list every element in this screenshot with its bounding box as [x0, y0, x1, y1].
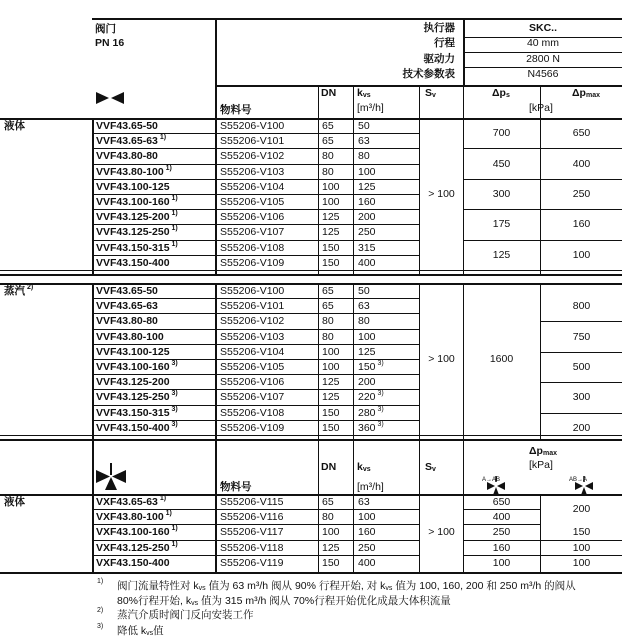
grid-line [353, 283, 354, 439]
kvs-value: 160 [358, 196, 376, 208]
header-dn: DN [321, 87, 337, 99]
model-number: VVF43.100-125 [96, 346, 170, 358]
actuator-label: 技术参数表 [402, 67, 455, 80]
part-number: S55206-V104 [220, 346, 285, 358]
grid-line [318, 494, 319, 572]
actuator-value: 2800 N [526, 52, 560, 65]
kvs-value: 63 [358, 496, 370, 508]
valve-title: 阀门 [95, 23, 116, 35]
model-number: VVF43.125-200 $^{1)}$ [96, 210, 178, 223]
actuator-label: 驱动力 [423, 52, 455, 65]
grid-line [463, 439, 464, 494]
grid-line [318, 439, 319, 494]
footnote-1-line-1: 阀门流量特性对 kvs 值为 63 m³/h 阀从 90% 行程开始, 对 kvs 值为 100, 160, 200 和 250 m³/h 的阀从 [117, 580, 576, 592]
part-number: S55206-V101 [220, 135, 285, 147]
grid-line [463, 148, 622, 149]
part-number: S55206-V115 [220, 496, 284, 508]
grid-line [215, 18, 217, 118]
kvs-value: 200 [358, 376, 376, 388]
dn-value: 65 [322, 300, 334, 312]
footnote-2-text: 蒸汽介质时阀门反向安装工作 [117, 609, 254, 621]
part-number: S55206-V108 [220, 242, 285, 254]
dn-value: 125 [322, 211, 340, 223]
header-dps: Δps [492, 87, 510, 99]
part-number: S55206-V102 [220, 150, 285, 162]
dpmax-value: 650 [572, 127, 591, 139]
part-number: S55206-V109 [220, 422, 285, 434]
kvs-value: 400 [358, 557, 376, 569]
dn-value: 65 [322, 496, 334, 508]
header-sv: Sv [425, 87, 436, 99]
dn-value: 125 [322, 391, 340, 403]
kvs-value: 100 [358, 331, 376, 343]
dn-value: 100 [322, 196, 340, 208]
part-number: S55206-V100 [220, 285, 285, 297]
dpmax-value: 500 [572, 361, 591, 373]
dpmax-value: 160 [572, 218, 591, 230]
medium-label: 液体 [4, 120, 25, 132]
grid-line [0, 270, 622, 271]
grid-line [540, 382, 622, 383]
two-way-valve-icon [96, 92, 126, 106]
sv-value: > 100 [428, 526, 455, 539]
actuator-value: SKC.. [528, 22, 557, 34]
dpmax-value: 200 [572, 422, 591, 434]
grid-line [215, 118, 217, 274]
kvs-value: 80 [358, 150, 370, 162]
dpmax-ab-a-value: 100 [572, 542, 591, 554]
grid-line [92, 18, 622, 20]
grid-line [215, 439, 217, 494]
dps-value: 300 [492, 188, 511, 200]
dpmax-a-ab-value: 650 [492, 496, 511, 508]
grid-line [0, 274, 622, 276]
actuator-value: N4566 [527, 67, 559, 80]
header-dpmax: Δpmax [572, 87, 600, 99]
actuator-value: 40 mm [526, 37, 560, 50]
grid-line [0, 572, 622, 574]
flow-ab-a-label: AB→A [569, 477, 588, 483]
dn-value: 150 [322, 242, 340, 254]
part-number: S55206-V103 [220, 166, 285, 178]
model-number: VXF43.150-400 [96, 557, 170, 569]
dn-value: 150 [322, 422, 340, 434]
dn-value: 65 [322, 135, 334, 147]
model-number: VVF43.125-250 $^{3)}$ [96, 390, 178, 403]
dn-value: 100 [322, 181, 340, 193]
dps-value: 1600 [489, 353, 514, 365]
grid-line [463, 209, 622, 210]
kvs-value: 220 $^{3)}$ [358, 390, 384, 403]
part-number: S55206-V105 [220, 361, 285, 373]
part-number: S55206-V104 [220, 181, 285, 193]
header-kvs-2: kvs [357, 461, 371, 473]
header-kpa: [kPa] [529, 102, 553, 114]
part-number: S55206-V100 [220, 120, 285, 132]
part-number: S55206-V117 [220, 526, 284, 538]
kvs-value: 400 [358, 257, 376, 269]
kvs-value: 80 [358, 315, 370, 327]
model-number: VXF43.65-63 $^{1)}$ [96, 495, 167, 508]
model-number: VVF43.65-50 [96, 120, 158, 132]
kvs-value: 50 [358, 120, 370, 132]
model-number: VVF43.80-100 [96, 331, 164, 343]
dpmax-ab-a-value: 100 [572, 557, 591, 569]
grid-line [318, 118, 319, 274]
grid-line [540, 413, 622, 414]
model-number: VVF43.125-200 [96, 376, 170, 388]
part-number: S55206-V107 [220, 226, 285, 238]
valve-pn: PN 16 [95, 37, 125, 49]
grid-line [215, 494, 217, 572]
dn-value: 80 [322, 511, 334, 523]
model-number: VVF43.80-100 $^{1)}$ [96, 165, 172, 178]
part-number: S55206-V106 [220, 376, 285, 388]
dps-value: 125 [492, 249, 511, 261]
dpmax-value: 250 [572, 188, 591, 200]
kvs-value: 360 $^{3)}$ [358, 421, 384, 434]
dn-value: 100 [322, 346, 340, 358]
part-number: S55206-V109 [220, 257, 285, 269]
part-number: S55206-V101 [220, 300, 285, 312]
dn-value: 150 [322, 407, 340, 419]
sv-value: > 100 [428, 353, 455, 365]
grid-line [92, 439, 94, 494]
header-part-2: 物料号 [220, 481, 252, 493]
dn-value: 150 [322, 257, 340, 269]
model-number: VXF43.80-100 $^{1)}$ [96, 510, 172, 523]
grid-line [0, 435, 622, 436]
header-dpmax-2: Δpmax [529, 445, 557, 457]
dn-value: 80 [322, 166, 334, 178]
dn-value: 100 [322, 361, 340, 373]
model-number: VVF43.100-160 $^{1)}$ [96, 195, 178, 208]
model-number: VVF43.125-250 $^{1)}$ [96, 225, 178, 238]
three-way-valve-icon [96, 463, 130, 491]
grid-line [318, 283, 319, 439]
model-number: VVF43.150-315 $^{3)}$ [96, 406, 178, 419]
dpmax-value: 300 [572, 391, 591, 403]
medium-label: 液体 [4, 496, 25, 508]
dn-value: 125 [322, 226, 340, 238]
dn-value: 80 [322, 150, 334, 162]
dn-value: 100 [322, 526, 340, 538]
kvs-value: 150 $^{3)}$ [358, 360, 384, 373]
grid-line [353, 85, 354, 118]
footnote-1-mark: 1) [97, 578, 104, 585]
actuator-label: 行程 [434, 37, 455, 50]
dpmax-a-ab-value: 100 [492, 557, 511, 569]
model-number: VVF43.65-63 $^{1)}$ [96, 134, 167, 147]
dpmax-value: 750 [572, 331, 591, 343]
model-number: VVF43.65-63 [96, 300, 158, 312]
dn-value: 80 [322, 331, 334, 343]
part-number: S55206-V102 [220, 315, 285, 327]
dpmax-a-ab-value: 250 [492, 526, 511, 538]
grid-line [419, 85, 420, 118]
dn-value: 150 [322, 557, 340, 569]
kvs-value: 315 [358, 242, 376, 254]
grid-line [92, 118, 94, 274]
kvs-value: 250 [358, 226, 376, 238]
grid-line [463, 85, 464, 118]
part-number: S55206-V106 [220, 211, 285, 223]
model-number: VVF43.150-400 $^{3)}$ [96, 421, 178, 434]
header-kpa-2: [kPa] [529, 459, 553, 471]
header-kvs-unit-2: [m³/h] [357, 481, 384, 493]
part-number: S55206-V119 [220, 557, 284, 569]
model-number: VVF43.100-125 [96, 181, 170, 193]
model-number: VVF43.80-80 [96, 315, 158, 327]
dpmax-value: 100 [572, 249, 591, 261]
header-sv-2: Sv [425, 461, 436, 473]
header-part: 物料号 [220, 104, 252, 116]
part-number: S55206-V105 [220, 196, 285, 208]
model-number: VVF43.80-80 [96, 150, 158, 162]
model-number: VVF43.150-400 [96, 257, 170, 269]
grid-line [540, 352, 622, 353]
grid-line [353, 494, 354, 572]
header-kvs: kvs [357, 87, 371, 99]
grid-line [353, 118, 354, 274]
footnote-1-line-2: 80%行程开始, kvs 值为 315 m³/h 阀从 70%行程开始优化成最大体积流量 [117, 595, 451, 607]
part-number: S55206-V116 [220, 511, 284, 523]
part-number: S55206-V118 [220, 542, 284, 554]
kvs-value: 125 [358, 346, 376, 358]
dn-value: 125 [322, 376, 340, 388]
grid-line [92, 494, 94, 572]
dpmax-value: 800 [572, 300, 591, 312]
dpmax-a-ab-value: 160 [492, 542, 511, 554]
footnote-3-mark: 3) [97, 623, 104, 630]
kvs-value: 125 [358, 181, 376, 193]
grid-line [215, 283, 217, 439]
kvs-value: 100 [358, 511, 376, 523]
flow-a-ab-label: A→AB [482, 477, 501, 483]
footnote-2-mark: 2) [97, 607, 104, 614]
dps-value: 175 [492, 218, 511, 230]
grid-line [540, 321, 622, 322]
grid-line [463, 240, 622, 241]
dn-value: 65 [322, 120, 334, 132]
kvs-value: 63 [358, 135, 370, 147]
dn-value: 65 [322, 285, 334, 297]
kvs-value: 200 [358, 211, 376, 223]
dn-value: 80 [322, 315, 334, 327]
footnote-3-text: 降低 kvs值 [117, 625, 164, 637]
kvs-value: 280 $^{3)}$ [358, 406, 384, 419]
grid-line [0, 283, 622, 285]
dpmax-value: 400 [572, 158, 591, 170]
actuator-label: 执行器 [423, 22, 455, 34]
dpmax-ab-a-value: 200 [572, 503, 591, 515]
kvs-value: 50 [358, 285, 370, 297]
dn-value: 125 [322, 542, 340, 554]
medium-label: 蒸汽 $^{2)}$ [4, 284, 34, 297]
kvs-value: 63 [358, 300, 370, 312]
kvs-value: 250 [358, 542, 376, 554]
grid-line [92, 283, 94, 439]
model-number: VVF43.65-50 [96, 285, 158, 297]
model-number: VXF43.100-160 $^{1)}$ [96, 525, 178, 538]
grid-line [318, 85, 319, 118]
model-number: VXF43.125-250 $^{1)}$ [96, 541, 178, 554]
part-number: S55206-V108 [220, 407, 285, 419]
dpmax-ab-a-value: 150 [572, 526, 591, 538]
part-number: S55206-V103 [220, 331, 285, 343]
header-kvs-unit: [m³/h] [357, 102, 384, 114]
kvs-value: 160 [358, 526, 376, 538]
dps-value: 450 [492, 158, 511, 170]
sv-value: > 100 [428, 188, 455, 200]
grid-line [353, 439, 354, 494]
part-number: S55206-V107 [220, 391, 285, 403]
grid-line [419, 439, 420, 494]
model-number: VVF43.150-315 $^{1)}$ [96, 241, 178, 254]
dpmax-a-ab-value: 400 [492, 511, 511, 523]
kvs-value: 100 [358, 166, 376, 178]
dps-value: 700 [492, 127, 511, 139]
model-number: VVF43.100-160 $^{3)}$ [96, 360, 178, 373]
header-dn-2: DN [321, 461, 337, 473]
grid-line [463, 179, 622, 180]
